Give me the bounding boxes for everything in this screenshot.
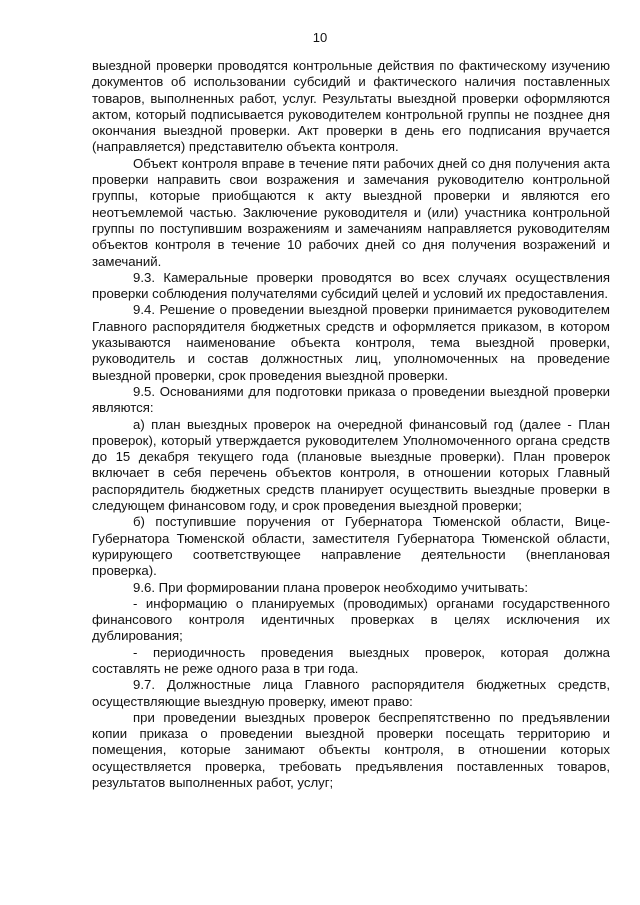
page-number: 10 — [312, 30, 328, 45]
paragraph: б) поступившие поручения от Губернатора Тюменской области, Вице-Губернатора Тюменской области, заместителя Губернатора Тюменской области, курирующего соответствующее направление деятельности (внеплановая проверка). — [92, 514, 610, 579]
paragraph: а) план выездных проверок на очередной финансовый год (далее - План проверок), который утверждается руководителем Уполномоченного органа средств до 15 декабря текущего года (плановые выездные проверки). План проверок включает в себя перечень объектов контроля, в отношении которых Главный распорядитель бюджетных средств планирует осуществить выездные проверки в следующем финансовом году, и срок проведения выездной проверки; — [92, 416, 610, 514]
paragraph: выездной проверки проводятся контрольные действия по фактическому изучению документов об использовании субсидий и фактического наличия поставленных товаров, выполненных работ, услуг. Результаты выездной проверки оформляются актом, который подписывается руководителем контрольной группы не позднее дня окончания выездной проверки. Акт проверки в день его подписания вручается (направляется) представителю объекта контроля. — [92, 58, 610, 155]
paragraph: - информацию о планируемых (проводимых) органами государственного финансового контроля идентичных проверках в целях исключения их дублирования; — [92, 595, 610, 644]
paragraph: 9.5. Основаниями для подготовки приказа о проведении выездной проверки являются: — [92, 383, 610, 416]
paragraph: 9.4. Решение о проведении выездной проверки принимается руководителем Главного распорядителя бюджетных средств и оформляется приказом, в котором указываются наименование объекта контроля, тема выездной проверки, руководитель и состав должностных лиц, уполномоченных на проведение выездной проверки, срок проведения выездной проверки. — [92, 302, 610, 383]
paragraph: 9.3. Камеральные проверки проводятся во всех случаях осуществления проверки соблюдения получателями субсидий целей и условий их предоставления. — [92, 269, 610, 302]
document-body — [92, 58, 610, 791]
paragraph: 9.6. При формировании плана проверок необходимо учитывать: — [133, 579, 529, 595]
paragraph: 9.7. Должностные лица Главного распорядителя бюджетных средств, осуществляющие выездную проверку, имеют право: — [92, 677, 610, 709]
paragraph: при проведении выездных проверок беспрепятственно по предъявлении копии приказа о проведении выездной проверки посещать территорию и помещения, которые занимают объекты контроля, в отношении которых осуществляется проверка, требовать предъявления поставленных товаров, результатов выполненных работ, услуг; — [92, 709, 610, 791]
paragraph: Объект контроля вправе в течение пяти рабочих дней со дня получения акта проверки направить свои возражения и замечания руководителю контрольной группы, которые приобщаются к акту выездной проверки и являются его неотъемлемой частью. Заключение руководителя и (или) участника контрольной группы по поступившим возражениям и замечаниям направляется руководителям объектов контроля в течение 10 рабочих дней со дня получения возражений и замечаний. — [92, 155, 610, 269]
paragraph: - периодичность проведения выездных проверок, которая должна составлять не реже одного раза в три года. — [92, 644, 610, 676]
